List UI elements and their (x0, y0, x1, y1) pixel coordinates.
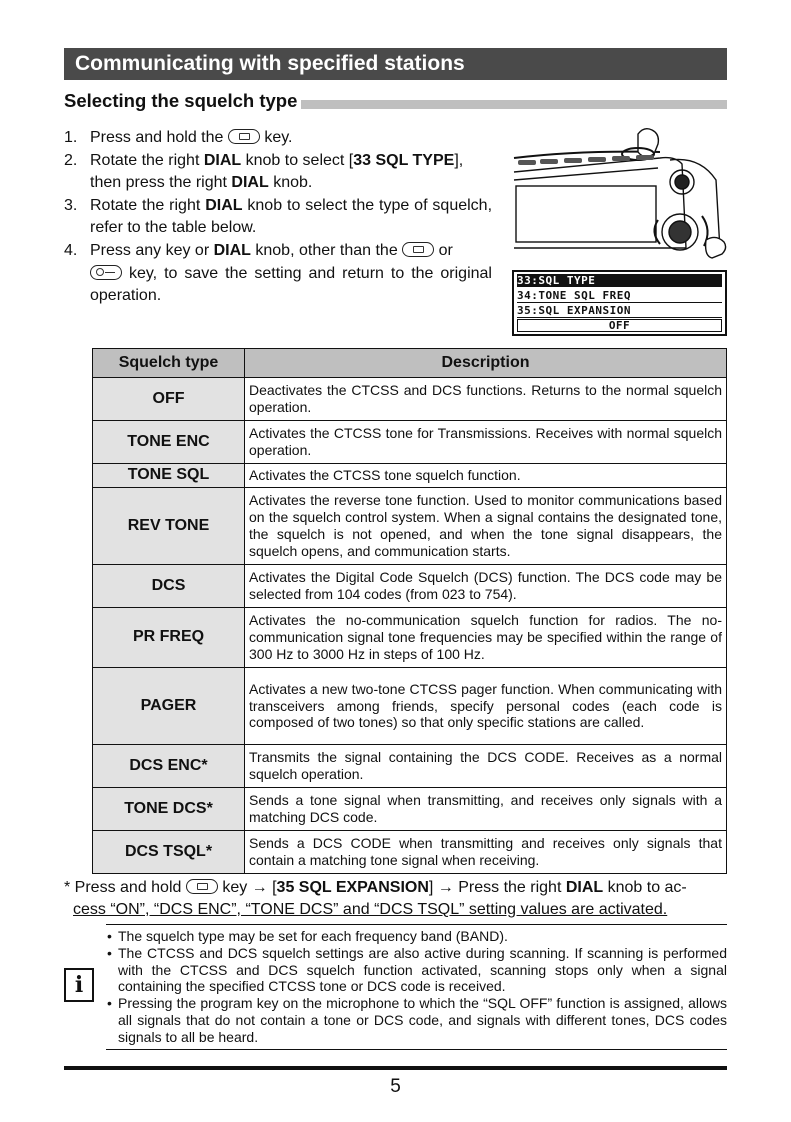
description-cell: Activates the CTCSS tone squelch function. (245, 464, 727, 488)
lcd-row: 35:SQL EXPANSION (517, 304, 722, 318)
squelch-type-cell: PR FREQ (93, 608, 245, 668)
info-notes (106, 924, 727, 1050)
procedure-steps (64, 127, 492, 308)
squelch-type-cell: PAGER (93, 668, 245, 745)
description-cell: Activates a new two-tone CTCSS pager function. When communicating with transceivers among friends, specify personal codes (each code is composed of two tones) so that only specific stations are called. (245, 668, 727, 745)
note-item: • Pressing the program key on the microphone to which the “SQL OFF” function is assigned, allows all signals that do not contain a tone or DCS code, and signals with different tones, DCS codes signals to all be heard. (106, 995, 727, 1045)
subsection-heading (64, 90, 727, 112)
info-icon: i (64, 968, 94, 1002)
back-key-icon (186, 879, 218, 894)
table-row (93, 421, 727, 464)
table-row (93, 745, 727, 788)
squelch-type-cell: TONE SQL (93, 464, 245, 488)
column-header: Squelch type (93, 349, 245, 378)
lcd-value: OFF (517, 319, 722, 332)
back-key-icon (402, 242, 434, 257)
description-cell: Transmits the signal containing the DCS CODE. Receives as a normal squelch operation. (245, 745, 727, 788)
table-row (93, 378, 727, 421)
squelch-type-cell: TONE ENC (93, 421, 245, 464)
squelch-type-cell: DCS ENC* (93, 745, 245, 788)
note-item: • The CTCSS and DCS squelch settings are also active during scanning. If scanning is performed with the CTCSS and DCS squelch function activated, scanning stops only when a signal containing the specified CTCSS tone or DCS code is received. (106, 945, 727, 995)
radio-illustration (510, 120, 728, 260)
squelch-type-cell: OFF (93, 378, 245, 421)
description-cell: Activates the reverse tone function. Used to monitor communications based on the squelch control system. When a signal contains the designated tone, the squelch is not opened, and when the tone signal disappears, the squelch opens, and communication starts. (245, 488, 727, 565)
table-row (93, 831, 727, 874)
table-row (93, 668, 727, 745)
back-key-icon (228, 129, 260, 144)
squelch-type-cell: TONE DCS* (93, 788, 245, 831)
table-row (93, 464, 727, 488)
table-header-row (93, 349, 727, 378)
table-row (93, 788, 727, 831)
table-row (93, 488, 727, 565)
step-2: 2. Rotate the right DIAL knob to select [33 SQL TYPE], then press the right DIAL knob. (64, 151, 464, 192)
power-key-icon (90, 265, 122, 280)
lcd-row-selected: 33:SQL TYPE (517, 274, 722, 287)
squelch-type-table (92, 348, 727, 874)
lcd-row: 34:TONE SQL FREQ (517, 289, 722, 303)
squelch-type-cell: DCS (93, 565, 245, 608)
description-cell: Activates the CTCSS tone for Transmissions. Receives with normal squelch operation. (245, 421, 727, 464)
description-cell: Activates the Digital Code Squelch (DCS) function. The DCS code may be selected from 104 codes (from 023 to 754). (245, 565, 727, 608)
note-item: • The squelch type may be set for each frequency band (BAND). (106, 928, 727, 945)
table-row (93, 565, 727, 608)
description-cell: Sends a DCS CODE when transmitting and receives only signals that contain a matching tone signal when receiving. (245, 831, 727, 874)
footnote: * Press and hold key → [35 SQL EXPANSION] → Press the right DIAL knob to ac- cess “ON”, “DCS ENC”, “TONE DCS” and “DCS TSQL” setting values are activated. (64, 879, 687, 918)
step-3: 3. Rotate the right DIAL knob to select the type of squelch, refer to the table below. (64, 196, 493, 237)
column-header: Description (245, 349, 727, 378)
squelch-type-cell: DCS TSQL* (93, 831, 245, 874)
squelch-type-cell: REV TONE (93, 488, 245, 565)
section-title: Communicating with specified stations (64, 48, 727, 80)
page-number: 5 (390, 1076, 401, 1097)
description-cell: Sends a tone signal when transmitting, and receives only signals with a matching DCS code. (245, 788, 727, 831)
lcd-display (512, 270, 727, 336)
table-row (93, 608, 727, 668)
subsection-title: Selecting the squelch type (64, 90, 301, 112)
step-1: 1. Press and hold the key. (64, 129, 293, 146)
step-4: 4. Press any key or DIAL knob, other than the or key, to save the setting and return to the original operation. (64, 241, 492, 305)
footer-rule (64, 1066, 727, 1070)
description-cell: Deactivates the CTCSS and DCS functions. Returns to the normal squelch operation. (245, 378, 727, 421)
description-cell: Activates the no-communication squelch function for radios. The no-communication signal tone frequencies may be specified within the range of 300 Hz to 3000 Hz in steps of 100 Hz. (245, 608, 727, 668)
